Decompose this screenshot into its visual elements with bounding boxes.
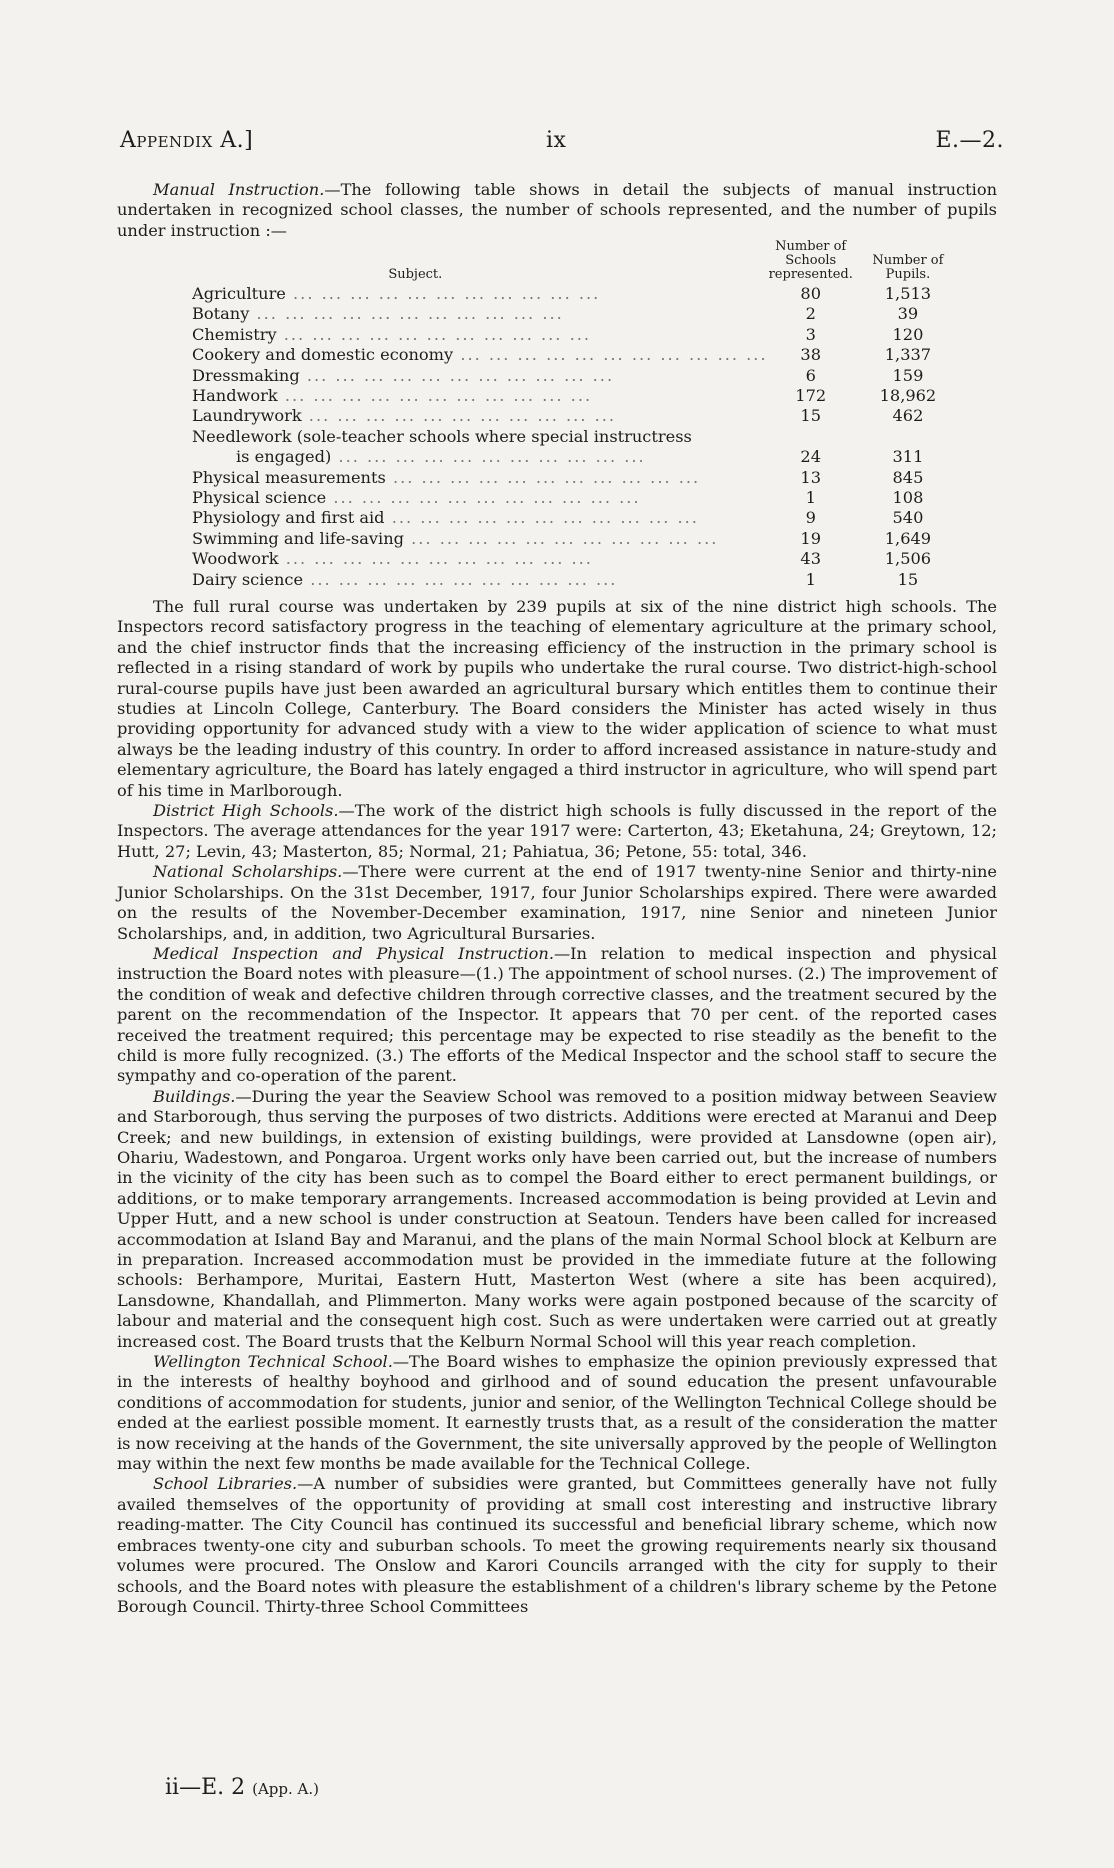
table-row bbox=[192, 488, 962, 508]
cell-schools: 1 bbox=[805, 569, 816, 589]
page-footer bbox=[165, 1775, 319, 1800]
header-document-code: E.—2. bbox=[935, 128, 1004, 153]
subject-label: Physiology and first aid bbox=[192, 508, 385, 528]
intro-paragraph bbox=[117, 180, 997, 241]
cell-subject bbox=[192, 508, 768, 528]
cell-subject bbox=[192, 406, 768, 426]
body-paragraph bbox=[117, 801, 997, 862]
col-header-pupils: Number of Pupils. bbox=[872, 253, 944, 282]
body-paragraph bbox=[117, 944, 997, 1087]
leader-dots: ... ... ... ... ... ... ... ... ... ... ... bbox=[326, 488, 641, 508]
cell-subject bbox=[192, 386, 768, 406]
paragraph-heading: District High Schools. bbox=[153, 801, 339, 821]
cell-pupils: 311 bbox=[892, 447, 924, 467]
paragraph-text: —There were current at the end of 1917 twenty-nine Senior and thirty-nine Junior Scholarships. On the 31st December, 1917, four Junior Scholarships expired. There were awarded on the results of the November-December examination, 1917, nine Senior and nineteen Junior Scholarships, and, in addition, two Agricultural Bursaries. bbox=[117, 862, 997, 943]
table-row bbox=[192, 366, 962, 386]
paragraph-text: —During the year the Seaview School was removed to a position midway between Seaview and Starborough, thus serving the purposes of two districts. Additions were erected at Maranui and Deep Creek; and new buildings, in extension of existing buildings, were provided at Lansdowne (open air), Ohariu, Wadestown, and Pongaroa. Urgent works only have been carried out, but the increase of numbers in the vicinity of the city has been such as to compel the Board either to erect permanent buildings, or additions, or to make temporary arrangements. Increased accommodation is being provided at Levin and Upper Hutt, and a new school is under construction at Seatoun. Tenders have been called for increased accommodation at Island Bay and Maranui, and the plans of the main Normal School block at Kelburn are in preparation. Increased accommodation must be provided in the immediate future at the following schools: Berhampore, Muritai, Eastern Hutt, Masterton West (where a site has been acquired), Lansdowne, Khandallah, and Plimmerton. Many works were again postponed because of the scarcity of labour and material and the consequent high cost. Such as were undertaken were carried out at greatly increased cost. The Board trusts that the Kelburn Normal School will this year reach completion. bbox=[117, 1086, 997, 1351]
cell-subject bbox=[192, 366, 768, 386]
body-paragraph bbox=[117, 862, 997, 944]
cell-pupils bbox=[854, 427, 962, 447]
paragraph-text: —The Board wishes to emphasize the opinion previously expressed that in the interests of healthy boyhood and girlhood and of sound education the present unfavourable conditions of accommodation for students, junior and senior, of the Wellington Technical College should be ended at the earliest possible moment. It earnestly trusts that, as a result of the consideration the matter is now receiving at the hands of the Government, the site universally approved by the people of Wellington may within the next few months be made available for the Technical College. bbox=[117, 1352, 997, 1474]
cell-subject bbox=[192, 427, 768, 447]
cell-schools: 3 bbox=[805, 324, 816, 344]
paragraph-heading: Medical Inspection and Physical Instruction. bbox=[153, 943, 554, 963]
cell-schools: 43 bbox=[800, 549, 822, 569]
subject-label: Needlework (sole-teacher schools where special instructress bbox=[192, 426, 692, 446]
table-row bbox=[192, 406, 962, 426]
subject-label: Cookery and domestic economy bbox=[192, 345, 454, 365]
paragraph-heading: Wellington Technical School. bbox=[153, 1352, 393, 1372]
subject-label: Dairy science bbox=[192, 569, 304, 589]
intro-block bbox=[117, 180, 997, 241]
leader-dots: ... ... ... ... ... ... ... ... ... ... ... bbox=[285, 284, 601, 303]
subject-label: Handwork bbox=[192, 386, 278, 406]
cell-schools: 1 bbox=[805, 488, 816, 508]
cell-schools bbox=[768, 427, 854, 447]
cell-pupils: 462 bbox=[892, 406, 924, 426]
subject-label: Agriculture bbox=[192, 284, 286, 303]
footer-code: ii—E. 2 bbox=[165, 1775, 246, 1800]
table-row bbox=[192, 386, 962, 406]
cell-schools: 13 bbox=[800, 467, 822, 487]
table-row bbox=[192, 345, 962, 365]
cell-schools: 172 bbox=[795, 386, 827, 406]
cell-schools: 2 bbox=[805, 304, 816, 324]
paragraph-heading: Buildings. bbox=[153, 1086, 236, 1106]
cell-subject bbox=[192, 549, 768, 569]
table-row bbox=[192, 284, 962, 304]
leader-dots: ... ... ... ... ... ... ... ... ... ... ... bbox=[403, 528, 719, 548]
table-row bbox=[192, 570, 962, 590]
leader-dots: ... ... ... ... ... ... ... ... ... ... ... bbox=[331, 447, 646, 467]
cell-pupils: 15 bbox=[897, 569, 919, 589]
paragraph-text: The full rural course was undertaken by 239 pupils at six of the nine district high schools. The Inspectors record satisfactory progress in the teaching of elementary agriculture at the primary school, and the chief instructor finds that the increasing efficiency of the instruction in the primary school is reflected in a rising standard of work by pupils who undertake the rural course. Two district-high-school rural-course pupils have just been awarded an agricultural bursary which entitles them to continue their studies at Lincoln College, Canterbury. The Board considers the Minister has acted wisely in thus providing opportunity for advanced study with a view to the wider application of science to what must always be the leading industry of this country. In order to afford increased assistance in nature-study and elementary agriculture, the Board has lately engaged a third instructor in agriculture, who will spend part of his time in Marlborough. bbox=[117, 597, 997, 800]
subject-label: Dressmaking bbox=[192, 365, 300, 385]
cell-pupils: 159 bbox=[892, 365, 924, 385]
paragraph-text: —In relation to medical inspection and physical instruction the Board notes with pleasure—(1.) The appointment of school nurses. (2.) The improvement of the condition of weak and defective children through corrective classes, and the treatment secured by the parent on the recommendation of the Inspector. It appears that 70 per cent. of the reported cases received the treatment required; this percentage may be expected to rise steadily as the benefit to the child is more fully recognized. (3.) The efforts of the Medical Inspector and the school staff to secure the sympathy and co-operation of the parent. bbox=[117, 943, 997, 1086]
cell-subject bbox=[192, 325, 768, 345]
cell-subject bbox=[192, 345, 768, 365]
cell-subject bbox=[192, 284, 768, 304]
paragraph-text: —A number of subsidies were granted, but Committees generally have not fully availed themselves of the opportunity of providing at small cost interesting and instructive library reading-matter. The City Council has continued its successful and beneficial library scheme, which now embraces twenty-one city and suburban schools. To meet the growing requirements nearly six thousand volumes were procured. The Onslow and Karori Councils arranged with the city for supply to their schools, and the Board notes with pleasure the establishment of a children's library scheme by the Petone Borough Council. Thirty-three School Committees bbox=[117, 1474, 997, 1616]
subject-label: Chemistry bbox=[192, 324, 277, 344]
leader-dots: ... ... ... ... ... ... ... ... ... ... ... bbox=[277, 386, 593, 406]
leader-dots: ... ... ... ... ... ... ... ... ... ... ... bbox=[278, 549, 593, 569]
cell-pupils: 1,649 bbox=[884, 528, 932, 548]
leader-dots: ... ... ... ... ... ... ... ... ... ... ... bbox=[384, 508, 699, 528]
table-row bbox=[192, 447, 962, 467]
body-paragraph bbox=[117, 1352, 997, 1474]
body-paragraph bbox=[117, 597, 997, 801]
leader-dots: ... ... ... ... ... ... ... ... ... ... ... bbox=[276, 324, 592, 344]
table-body bbox=[192, 284, 962, 590]
paragraph-heading: National Scholarships. bbox=[153, 862, 343, 882]
cell-pupils: 1,513 bbox=[884, 284, 932, 303]
table-row bbox=[192, 549, 962, 569]
cell-schools: 80 bbox=[800, 284, 822, 303]
cell-schools: 15 bbox=[800, 406, 822, 426]
cell-subject bbox=[192, 447, 768, 467]
table-row bbox=[192, 304, 962, 324]
cell-subject bbox=[192, 570, 768, 590]
subject-label: Physical science bbox=[192, 488, 327, 508]
cell-schools: 19 bbox=[800, 528, 822, 548]
body-paragraph bbox=[117, 1087, 997, 1352]
table-row bbox=[192, 508, 962, 528]
subject-label: Woodwork bbox=[192, 549, 279, 569]
subject-label: is engaged) bbox=[236, 447, 332, 467]
body-paragraph bbox=[117, 1474, 997, 1617]
leader-dots: ... ... ... ... ... ... ... ... ... ... ... bbox=[303, 569, 618, 589]
header-page-number: ix bbox=[546, 128, 567, 153]
table-row bbox=[192, 468, 962, 488]
paragraph-heading: School Libraries. bbox=[153, 1474, 298, 1494]
leader-dots: ... ... ... ... ... ... ... ... ... ... ... bbox=[249, 304, 564, 324]
manual-instruction-table bbox=[192, 239, 962, 590]
subject-label: Physical measurements bbox=[192, 467, 386, 487]
cell-schools: 38 bbox=[800, 345, 822, 365]
col-header-schools: Number of Schools represented. bbox=[768, 239, 853, 282]
leader-dots: ... ... ... ... ... ... ... ... ... ... ... bbox=[301, 406, 617, 426]
cell-subject bbox=[192, 529, 768, 549]
cell-pupils: 108 bbox=[892, 488, 924, 508]
col-header-subject: Subject. bbox=[388, 267, 443, 282]
cell-pupils: 18,962 bbox=[879, 386, 937, 406]
cell-schools: 9 bbox=[805, 508, 816, 528]
subject-label: Swimming and life-saving bbox=[192, 528, 404, 548]
leader-dots: ... ... ... ... ... ... ... ... ... ... ... bbox=[453, 345, 768, 365]
body-paragraphs bbox=[117, 597, 997, 1617]
paragraph-text: —The work of the district high schools is fully discussed in the report of the Inspectors. The average attendances for the year 1917 were: Carterton, 43; Eketahuna, 24; Greytown, 12; Hutt, 27; Levin, 43; Masterton, 85; Normal, 21; Pahiatua, 36; Petone, 55: total, 346. bbox=[117, 801, 998, 861]
table-row bbox=[192, 325, 962, 345]
cell-pupils: 39 bbox=[897, 304, 919, 324]
cell-schools: 6 bbox=[805, 365, 816, 385]
table-row bbox=[192, 529, 962, 549]
header-appendix: Appendix A.] bbox=[120, 128, 254, 153]
subject-label: Laundrywork bbox=[192, 406, 302, 426]
leader-dots: ... ... ... ... ... ... ... ... ... ... ... bbox=[299, 365, 615, 385]
subject-label: Botany bbox=[192, 304, 250, 324]
table-header-row bbox=[192, 239, 962, 284]
intro-heading: Manual Instruction. bbox=[153, 180, 325, 199]
cell-subject bbox=[192, 468, 768, 488]
intro-text: —The following table shows in detail the subjects of manual instruction undertaken in recognized school classes, the number of schools represented, and the number of pupils under instruction :— bbox=[117, 180, 997, 240]
cell-pupils: 540 bbox=[892, 508, 924, 528]
cell-subject bbox=[192, 488, 768, 508]
cell-pupils: 1,337 bbox=[884, 345, 932, 365]
cell-pupils: 845 bbox=[892, 467, 924, 487]
cell-subject bbox=[192, 304, 768, 324]
footer-appendix: (App. A.) bbox=[252, 1780, 320, 1798]
cell-pupils: 120 bbox=[892, 324, 924, 344]
cell-pupils: 1,506 bbox=[884, 549, 932, 569]
table-row bbox=[192, 427, 962, 447]
cell-schools: 24 bbox=[800, 447, 822, 467]
leader-dots: ... ... ... ... ... ... ... ... ... ... ... bbox=[385, 467, 701, 487]
